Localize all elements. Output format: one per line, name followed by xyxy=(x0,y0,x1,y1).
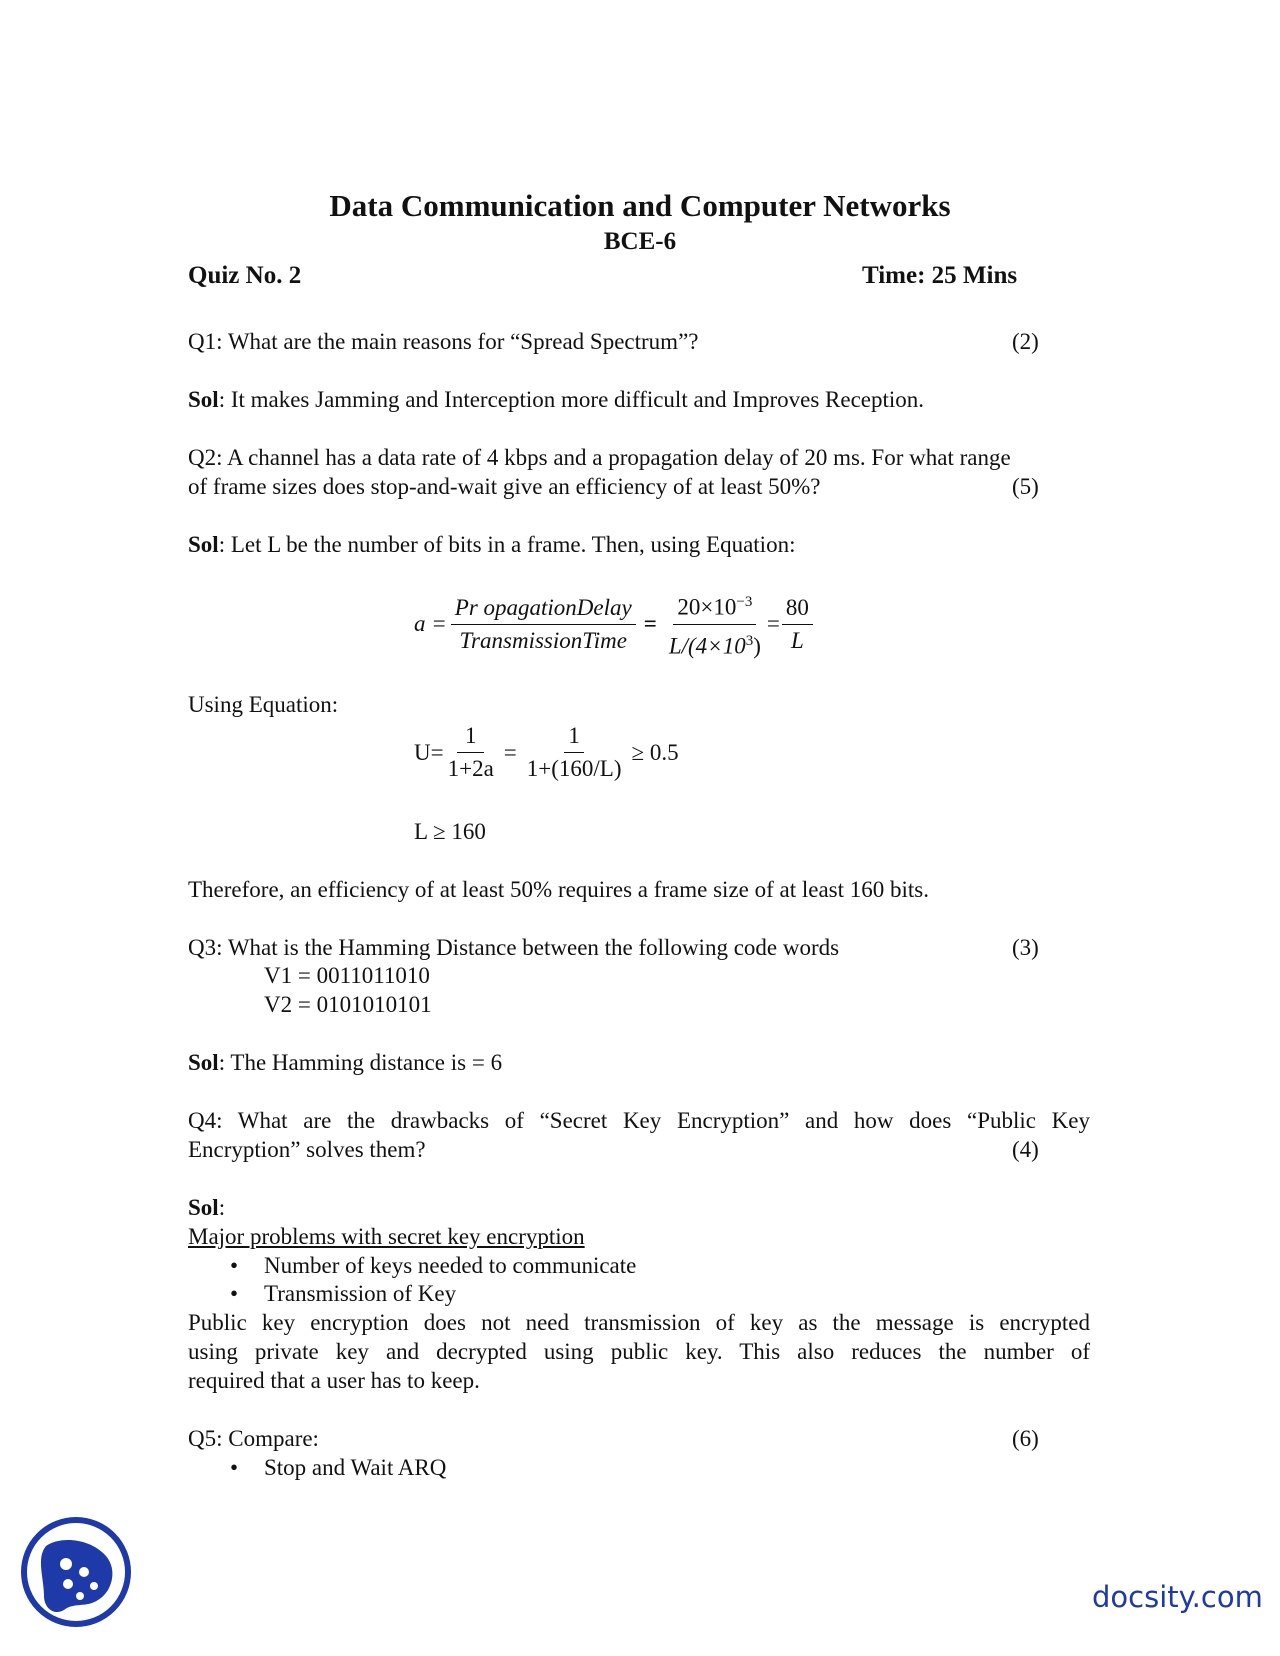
eq1-fraction-3 xyxy=(782,594,813,655)
q1-solution-text: : It makes Jamming and Interception more difficult and Improves Reception. xyxy=(218,387,925,412)
q4-question-line1: Q4: What are the drawbacks of “Secret Key Encryption” and how does “Public Key xyxy=(188,1108,1090,1133)
q2-solution-text: : Let L be the number of bits in a frame. Then, using Equation: xyxy=(218,532,796,557)
eq1-num3: 80 xyxy=(782,594,813,625)
eq1-equals-2: = xyxy=(766,611,780,637)
q4-solution-label xyxy=(188,1194,225,1222)
eq1-den1: TransmissionTime xyxy=(459,627,627,653)
q1-solution xyxy=(188,386,924,414)
bullet-icon: • xyxy=(230,1281,239,1306)
q3-marks: (3) xyxy=(1012,935,1039,960)
q3-codeword-v1: V1 = 0011011010 xyxy=(264,963,430,988)
eq1-lhs: a = xyxy=(414,611,447,637)
q4-marks: (4) xyxy=(1012,1137,1039,1162)
quiz-number: Quiz No. 2 xyxy=(188,262,302,289)
q4-subheading: Major problems with secret key encryption xyxy=(188,1224,585,1249)
quiz-time: Time: 25 Mins xyxy=(862,262,1018,289)
q5-question: Q5: Compare: xyxy=(188,1426,319,1451)
eq2-equals: = xyxy=(503,739,517,765)
q2-question-line1: Q2: A channel has a data rate of 4 kbps and a propagation delay of 20 ms. For what range xyxy=(188,445,1011,470)
sol-label: Sol xyxy=(188,1195,219,1220)
sol-label: Sol xyxy=(188,387,219,412)
q4-bullet-text: Number of keys needed to communicate xyxy=(264,1253,637,1278)
q1-question: Q1: What are the main reasons for “Spread Spectrum”? xyxy=(188,329,699,354)
eq1-den2-a: L/(4×10 xyxy=(668,633,746,659)
q4-paragraph-line2: using private key and decrypted using public key. This also reduces the number of xyxy=(188,1339,1090,1364)
q2-solution xyxy=(188,531,795,559)
q3-question: Q3: What is the Hamming Distance between the following code words xyxy=(188,935,840,960)
eq1-equals: = xyxy=(643,611,657,637)
equation-result: L ≥ 160 xyxy=(414,819,486,844)
bullet-icon: • xyxy=(230,1253,239,1278)
equation-utilization xyxy=(414,722,679,783)
q5-marks: (6) xyxy=(1012,1426,1039,1451)
eq2-fraction-2 xyxy=(523,722,626,783)
q1-marks: (2) xyxy=(1012,329,1039,354)
sol-label: Sol xyxy=(188,1050,219,1075)
eq2-lhs: U= xyxy=(414,739,444,765)
q4-bullet-item xyxy=(230,1252,637,1280)
q4-bullet-text: Transmission of Key xyxy=(264,1281,457,1306)
q4-bullet-item xyxy=(230,1280,457,1308)
eq1-num1: Pr opagationDelay xyxy=(451,594,636,625)
eq2-num1: 1 xyxy=(457,722,485,753)
course-code: BCE-6 xyxy=(603,228,677,255)
q4-question-line2: Encryption” solves them? xyxy=(188,1137,426,1162)
using-equation-label: Using Equation: xyxy=(188,692,339,717)
q2-question-line2: of frame sizes does stop-and-wait give an efficiency of at least 50%? xyxy=(188,474,821,499)
eq1-den2-exp: 3 xyxy=(745,632,754,649)
docsity-site-link[interactable]: docsity.com xyxy=(1092,1580,1263,1614)
eq1-num2-base: 20×10 xyxy=(677,594,737,620)
eq1-fraction-1 xyxy=(451,594,636,655)
sol-colon: : xyxy=(218,1195,226,1220)
sol-label: Sol xyxy=(188,532,219,557)
equation-efficiency-a xyxy=(414,588,813,660)
document-title: Data Communication and Computer Networks xyxy=(329,188,951,223)
eq1-num2 xyxy=(673,588,756,625)
q5-bullet-item xyxy=(230,1454,447,1482)
eq2-den2: 1+(160/L) xyxy=(526,756,622,781)
q3-solution-text: : The Hamming distance is = 6 xyxy=(218,1050,503,1075)
eq2-num2: 1 xyxy=(564,722,584,753)
q2-marks: (5) xyxy=(1012,474,1039,499)
q5-bullet-text: Stop and Wait ARQ xyxy=(264,1455,447,1480)
eq2-fraction-1 xyxy=(444,722,498,783)
eq1-den3: L xyxy=(790,627,804,653)
eq2-rhs: ≥ 0.5 xyxy=(631,739,679,765)
bullet-icon: • xyxy=(230,1455,239,1480)
q2-conclusion: Therefore, an efficiency of at least 50% requires a frame size of at least 160 bits. xyxy=(188,877,929,902)
eq1-num2-exp: −3 xyxy=(736,594,753,610)
q4-paragraph-line1: Public key encryption does not need transmission of key as the message is encrypted xyxy=(188,1310,1090,1335)
q3-solution xyxy=(188,1049,502,1077)
docsity-logo-icon[interactable] xyxy=(20,1516,132,1628)
eq1-den2 xyxy=(665,625,765,661)
q4-paragraph-line3: required that a user has to keep. xyxy=(188,1368,480,1393)
eq1-fraction-2 xyxy=(665,588,765,660)
q3-codeword-v2: V2 = 0101010101 xyxy=(264,992,432,1017)
eq2-den1: 1+2a xyxy=(447,756,494,781)
eq1-den2-b: ) xyxy=(753,633,761,659)
